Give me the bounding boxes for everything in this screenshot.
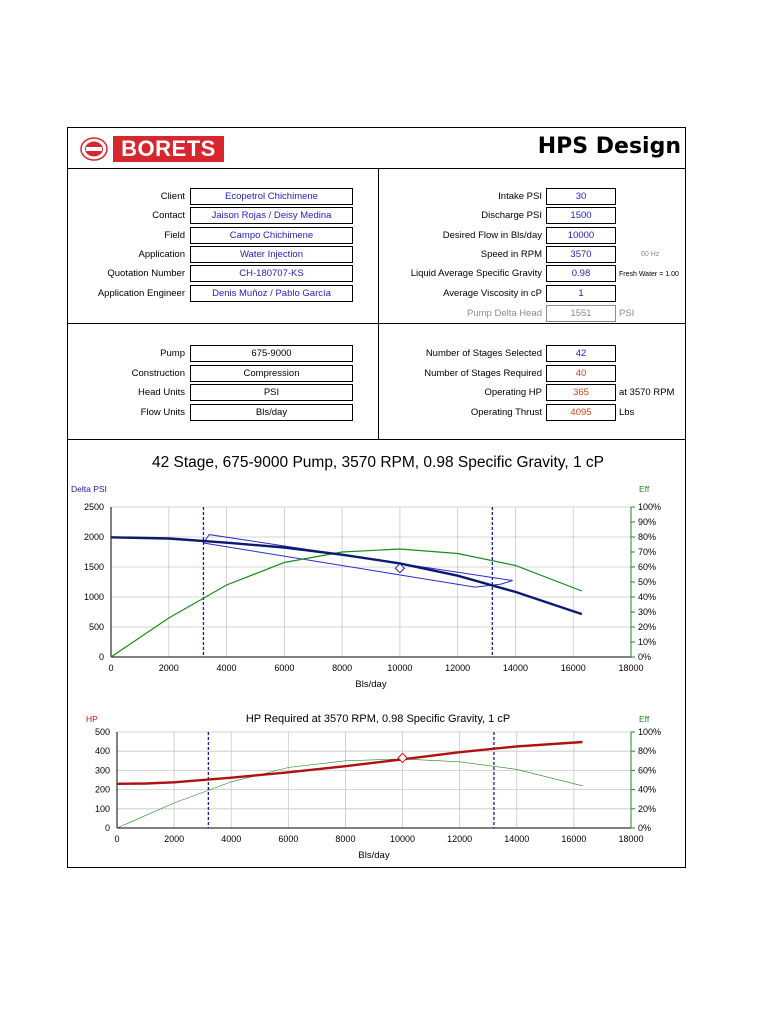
y2-tick-label: 80% (638, 532, 657, 542)
intake-value: 30 (546, 188, 616, 205)
discharge-value: 1500 (546, 207, 616, 224)
column-divider-2 (378, 323, 379, 439)
column-divider-1 (378, 168, 379, 323)
y2-tick-label: 10% (638, 637, 657, 647)
y-tick-label: 400 (94, 746, 110, 757)
operating-hp-label: Operating HP (484, 387, 542, 398)
stages-required-value: 40 (546, 365, 616, 382)
y-tick-label: 500 (88, 622, 104, 632)
y2-tick-label: 70% (638, 547, 657, 557)
y2-tick-label: 60% (638, 765, 657, 776)
delta-head-unit: PSI (619, 308, 635, 319)
viscosity-label: Average Viscosity in cP (443, 288, 542, 299)
y-tick-label: 1500 (83, 562, 104, 572)
operating-thrust-label: Operating Thrust (470, 407, 542, 418)
efficiency-curve (117, 759, 583, 828)
y2-tick-label: 80% (638, 746, 657, 757)
y-tick-label: 2000 (83, 532, 104, 542)
intake-label: Intake PSI (498, 191, 542, 202)
hps-design-sheet (67, 127, 686, 868)
x-tick-label: 10000 (387, 663, 413, 673)
y2-tick-label: 30% (638, 607, 657, 617)
construction-label: Construction (131, 368, 185, 379)
engineer-label: Application Engineer (97, 288, 185, 299)
x-tick-label: 6000 (274, 663, 295, 673)
stages-selected-value: 42 (546, 345, 616, 362)
x-tick-label: 12000 (447, 834, 473, 844)
client-value: Ecopetrol Chichimene (190, 188, 353, 205)
x-tick-label: 4000 (216, 663, 237, 673)
discharge-label: Discharge PSI (481, 210, 542, 221)
specific-gravity-label: Liquid Average Specific Gravity (410, 268, 542, 279)
y-axis-label: Delta PSI (71, 484, 107, 494)
construction-value: Compression (190, 365, 353, 382)
speed-value: 3570 (546, 246, 616, 263)
flow-label: Desired Flow in Bls/day (442, 230, 542, 241)
head-units-value: PSI (190, 384, 353, 401)
specific-gravity-value: 0.98 (546, 265, 616, 282)
y-axis-label: HP (86, 714, 98, 724)
y-tick-label: 0 (98, 652, 104, 662)
y2-tick-label: 20% (638, 622, 657, 632)
head-curve (111, 537, 582, 614)
header-divider (68, 168, 685, 169)
speed-label: Speed in RPM (480, 249, 542, 260)
x-tick-label: 4000 (221, 834, 242, 844)
operating-thrust-value: 4095 (546, 404, 616, 421)
x-tick-label: 2000 (158, 663, 179, 673)
x-tick-label: 0 (108, 663, 114, 673)
y2-axis-label: Eff (639, 714, 650, 724)
flow-units-label: Flow Units (140, 407, 185, 418)
chart-title: HP Required at 3570 RPM, 0.98 Specific Gravity, 1 cP (245, 713, 511, 725)
section-divider-1 (68, 323, 685, 324)
operating-hp-note: at 3570 RPM (619, 387, 675, 398)
x-tick-label: 18000 (618, 663, 644, 673)
flow-units-value: Bls/day (190, 404, 353, 421)
x-tick-label: 16000 (561, 834, 587, 844)
y-tick-label: 2500 (83, 502, 104, 512)
pump-head-chart (68, 440, 685, 700)
flow-value: 10000 (546, 227, 616, 244)
hp-curve (117, 742, 583, 784)
efficiency-curve (111, 549, 582, 657)
x-tick-label: 16000 (560, 663, 586, 673)
y2-tick-label: 40% (638, 784, 657, 795)
stages-required-label: Number of Stages Required (424, 368, 542, 379)
x-axis-label: Bls/day (355, 679, 387, 690)
y2-tick-label: 0% (638, 652, 652, 662)
x-tick-label: 12000 (445, 663, 471, 673)
hp-required-chart (68, 706, 685, 866)
stages-selected-label: Number of Stages Selected (425, 348, 542, 359)
frequency-note: 60 Hz (641, 251, 660, 258)
y-tick-label: 200 (94, 784, 110, 795)
operating-thrust-unit: Lbs (619, 407, 635, 418)
quotation-value: CH-180707-KS (190, 265, 353, 282)
pump-label: Pump (160, 348, 185, 359)
x-tick-label: 8000 (332, 663, 353, 673)
y2-tick-label: 100% (638, 502, 662, 512)
contact-value: Jaison Rojas / Deisy Medina (190, 207, 353, 224)
x-tick-label: 6000 (278, 834, 299, 844)
y2-tick-label: 40% (638, 592, 657, 602)
y2-tick-label: 100% (638, 727, 662, 737)
x-tick-label: 0 (114, 834, 120, 844)
y-tick-label: 100 (94, 803, 110, 814)
y2-tick-label: 0% (638, 823, 652, 833)
application-label: Application (138, 249, 185, 260)
y2-tick-label: 50% (638, 577, 657, 587)
x-tick-label: 14000 (504, 834, 530, 844)
x-tick-label: 18000 (618, 834, 644, 844)
field-value: Campo Chichimene (190, 227, 353, 244)
operating-hp-value: 365 (546, 384, 616, 401)
x-axis-label: Bls/day (358, 850, 390, 861)
delta-head-value: 1551 (546, 305, 616, 322)
x-tick-label: 8000 (335, 834, 356, 844)
pump-value: 675-9000 (190, 345, 353, 362)
page-title: HPS Design (537, 134, 681, 159)
viscosity-value: 1 (546, 285, 616, 302)
y-tick-label: 300 (94, 765, 110, 776)
x-tick-label: 10000 (390, 834, 416, 844)
x-tick-label: 2000 (164, 834, 185, 844)
borets-emblem-icon (80, 137, 108, 161)
y2-tick-label: 20% (638, 803, 657, 814)
y2-axis-label: Eff (639, 484, 650, 494)
field-label: Field (164, 230, 185, 241)
operating-point-marker (398, 753, 407, 762)
fresh-water-note: Fresh Water = 1.00 (619, 271, 679, 278)
y-tick-label: 1000 (83, 592, 104, 602)
y-tick-label: 0 (104, 823, 110, 833)
engineer-value: Denis Muñoz / Pablo García (190, 285, 353, 302)
head-units-label: Head Units (138, 387, 185, 398)
application-value: Water Injection (190, 246, 353, 263)
y-tick-label: 500 (94, 727, 110, 737)
chart-title: 42 Stage, 675-9000 Pump, 3570 RPM, 0.98 Specific Gravity, 1 cP (151, 454, 605, 471)
delta-head-label: Pump Delta Head (467, 308, 542, 319)
x-tick-label: 14000 (502, 663, 528, 673)
y2-tick-label: 90% (638, 517, 657, 527)
y2-tick-label: 60% (638, 562, 657, 572)
contact-label: Contact (152, 210, 185, 221)
client-label: Client (160, 191, 185, 202)
quotation-label: Quotation Number (107, 268, 185, 279)
logo-wordmark: BORETS (113, 136, 224, 162)
